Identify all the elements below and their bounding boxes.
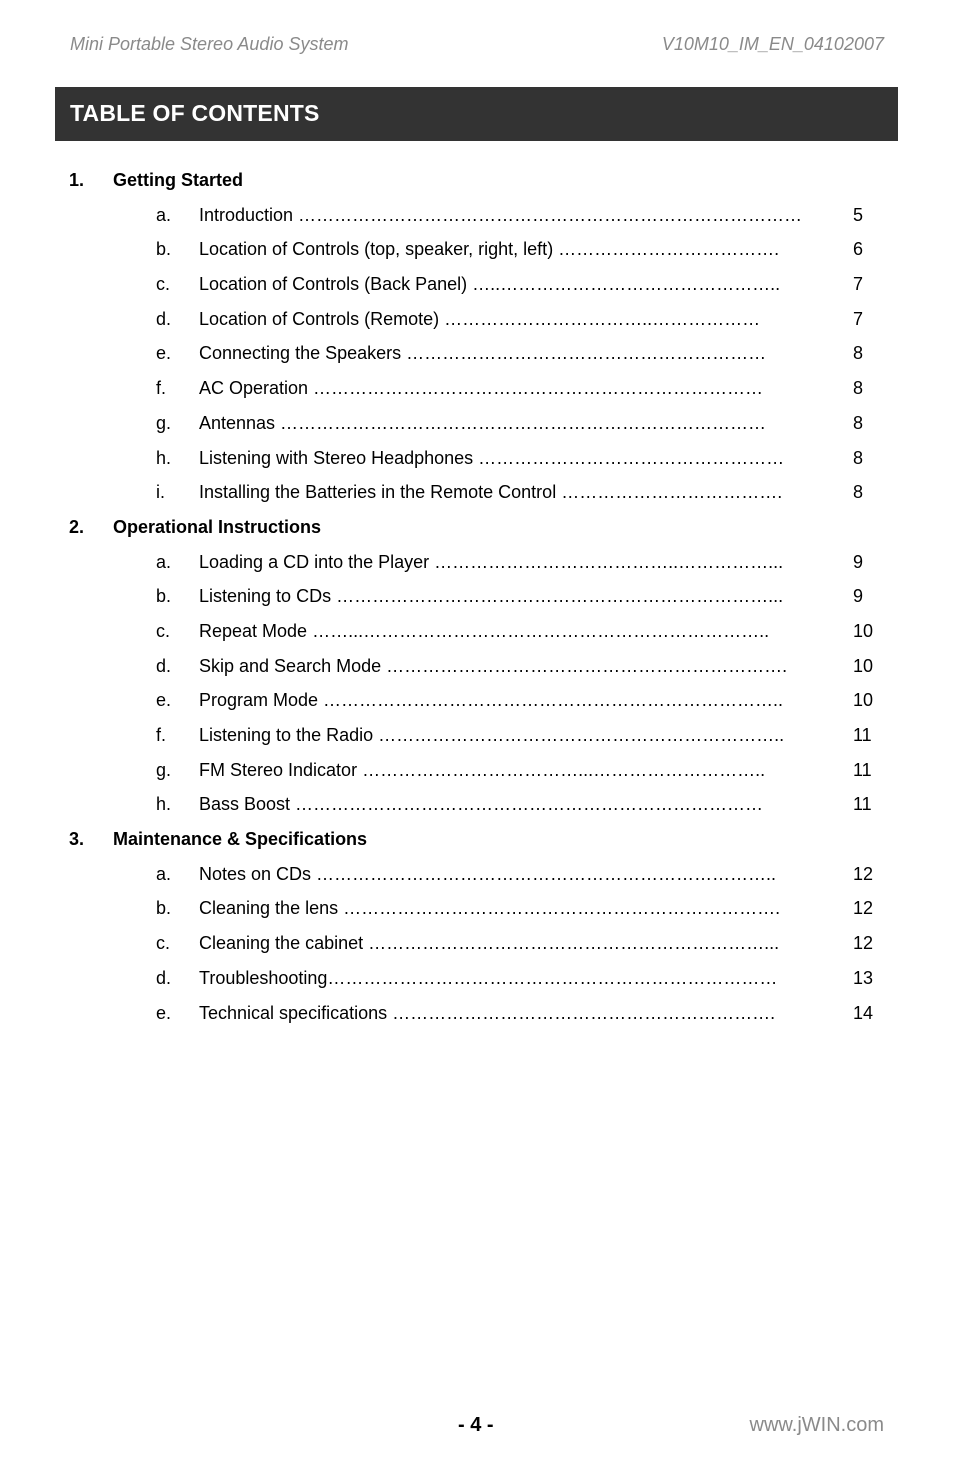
toc-section-heading[interactable] (0, 510, 954, 545)
entry-letter: e. (156, 690, 172, 711)
entry-title: Cleaning the cabinet …………………………………………………………... (199, 933, 780, 954)
section-number: 3. (69, 829, 85, 850)
header-document-title: Mini Portable Stereo Audio System (70, 34, 349, 54)
entry-title: Notes on CDs ………………………………………………………………….. (199, 863, 777, 884)
entry-letter: d. (156, 655, 172, 676)
toc-entry[interactable] (0, 649, 954, 684)
toc-entry[interactable] (0, 406, 954, 441)
entry-letter: a. (156, 204, 172, 225)
toc-entry[interactable] (0, 683, 954, 718)
toc-entry[interactable] (0, 787, 954, 822)
entry-page-number: 9 (853, 586, 864, 607)
entry-title: Antennas ……………………………………………………………………… (199, 412, 767, 433)
entry-page-number: 9 (853, 551, 864, 572)
entry-letter: c. (156, 933, 171, 954)
toc-entry[interactable] (0, 198, 954, 233)
toc-entry[interactable] (0, 753, 954, 788)
entry-title: Troubleshooting………………………………………………………………… (199, 967, 778, 988)
toc-entry[interactable] (0, 371, 954, 406)
toc-entry[interactable] (0, 891, 954, 926)
entry-page-number: 14 (853, 1002, 874, 1023)
entry-page-number: 10 (853, 690, 874, 711)
toc-title: TABLE OF CONTENTS (70, 100, 320, 126)
entry-title: Connecting the Speakers …………………………………………………… (199, 343, 767, 364)
toc-entry[interactable] (0, 926, 954, 961)
entry-letter: b. (156, 586, 172, 607)
entry-letter: a. (156, 863, 172, 884)
entry-title: Location of Controls (top, speaker, right, left) ………………………………. (199, 239, 780, 260)
entry-title: Cleaning the lens ………………………………………………………………. (199, 898, 781, 919)
entry-page-number: 8 (853, 412, 864, 433)
toc-entry[interactable] (0, 545, 954, 580)
toc-entry[interactable] (0, 441, 954, 476)
toc-section-heading[interactable] (0, 822, 954, 857)
entry-letter: f. (156, 725, 167, 745)
entry-title: Installing the Batteries in the Remote Control ………………………………. (199, 482, 783, 503)
entry-page-number: 12 (853, 933, 874, 954)
entry-title: Skip and Search Mode …………………………………………………………. (199, 655, 788, 676)
entry-title: Introduction ………………………………………………………………………… (199, 204, 803, 225)
entry-title: Listening to the Radio ………………………………………………………….. (199, 725, 785, 745)
entry-letter: e. (156, 1002, 172, 1023)
entry-title: Location of Controls (Back Panel) …..……………………………………….. (199, 274, 781, 295)
entry-letter: g. (156, 759, 172, 780)
entry-page-number: 11 (853, 794, 872, 815)
section-title: Maintenance & Specifications (113, 829, 368, 850)
entry-title: Technical specifications ………………………………………………………. (199, 1002, 776, 1023)
entry-page-number: 12 (853, 863, 874, 884)
toc-entry[interactable] (0, 302, 954, 337)
toc-section-heading[interactable] (0, 163, 954, 198)
entry-title: Loading a CD into the Player …………………………………..……………... (199, 551, 784, 572)
entry-page-number: 5 (853, 204, 864, 225)
entry-letter: b. (156, 898, 172, 919)
entry-page-number: 12 (853, 898, 874, 919)
entry-title: Listening with Stereo Headphones …………………………………………… (199, 447, 785, 468)
toc-entry[interactable] (0, 475, 954, 510)
toc-entry[interactable] (0, 232, 954, 267)
toc-entry[interactable] (0, 267, 954, 302)
toc-entry[interactable] (0, 718, 954, 753)
entry-page-number: 10 (853, 655, 874, 676)
entry-letter: c. (156, 274, 171, 295)
toc-entry[interactable] (0, 857, 954, 892)
section-number: 2. (69, 516, 85, 537)
toc-entry[interactable] (0, 579, 954, 614)
entry-page-number: 8 (853, 482, 864, 503)
entry-page-number: 7 (853, 274, 864, 295)
entry-page-number: 6 (853, 239, 864, 260)
table-of-contents (0, 163, 954, 1030)
entry-letter: f. (156, 378, 167, 399)
page-number: - 4 - (458, 1414, 494, 1436)
entry-letter: b. (156, 239, 172, 260)
entry-title: Repeat Mode ……...………………………………………………………….. (199, 620, 770, 641)
entry-page-number: 8 (853, 447, 864, 468)
entry-title: FM Stereo Indicator ………………………………...……………………….. (199, 759, 766, 780)
entry-letter: h. (156, 794, 172, 815)
entry-title: Program Mode ………………………………………………………………….. (199, 690, 784, 711)
entry-page-number: 10 (853, 620, 874, 641)
entry-title: Location of Controls (Remote) ……………………………..……………… (199, 308, 761, 329)
entry-page-number: 8 (853, 378, 864, 399)
entry-page-number: 7 (853, 308, 864, 329)
entry-page-number: 11 (853, 725, 872, 745)
toc-entry[interactable] (0, 614, 954, 649)
entry-letter: g. (156, 412, 172, 433)
entry-page-number: 13 (853, 967, 874, 988)
section-title: Getting Started (113, 170, 244, 190)
toc-entry[interactable] (0, 996, 954, 1031)
toc-entry[interactable] (0, 961, 954, 996)
page-footer (0, 1414, 954, 1442)
section-number: 1. (69, 170, 85, 190)
running-header (70, 34, 884, 58)
entry-letter: h. (156, 447, 172, 468)
entry-title: Listening to CDs ………………………………………………………………... (199, 586, 784, 607)
header-document-code: V10M10_IM_EN_04102007 (661, 34, 884, 54)
entry-letter: i. (156, 482, 165, 503)
section-title: Operational Instructions (113, 516, 322, 537)
entry-letter: d. (156, 308, 172, 329)
entry-letter: d. (156, 967, 172, 988)
entry-letter: c. (156, 620, 171, 641)
toc-banner (55, 87, 898, 141)
toc-entry[interactable] (0, 336, 954, 371)
entry-title: Bass Boost …………………………………………………………………… (199, 794, 764, 815)
entry-letter: a. (156, 551, 172, 572)
website-link[interactable]: www.jWIN.com (749, 1414, 884, 1436)
entry-title: AC Operation ………………………………………………………………… (199, 378, 764, 399)
entry-letter: e. (156, 343, 172, 364)
entry-page-number: 11 (853, 759, 872, 780)
entry-page-number: 8 (853, 343, 864, 364)
